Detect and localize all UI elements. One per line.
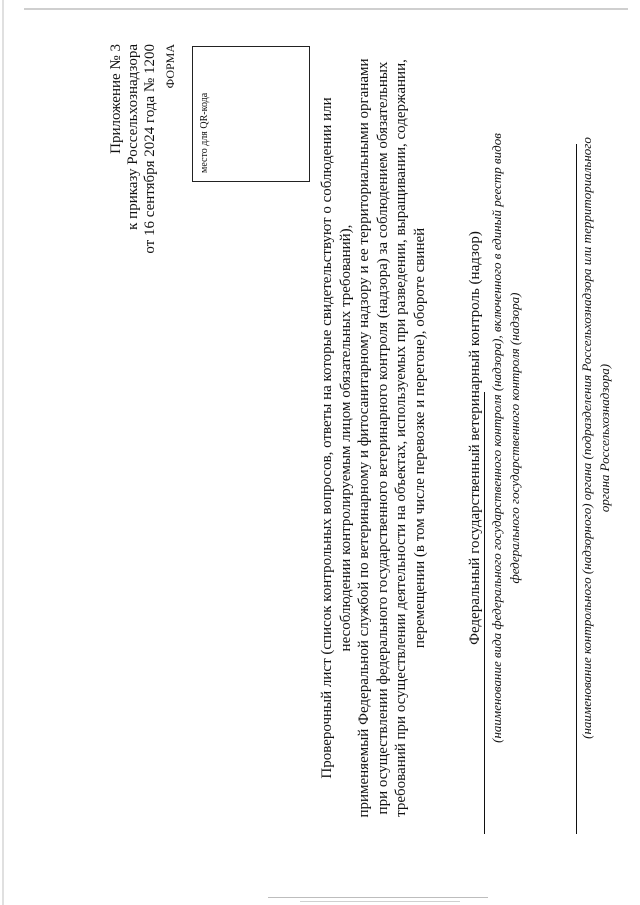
authority-underline bbox=[576, 144, 577, 834]
form-label: ФОРМА bbox=[163, 44, 177, 89]
qr-placeholder-label: место для QR-кода bbox=[199, 92, 210, 173]
control-type-underline bbox=[484, 392, 485, 834]
annex-header bbox=[108, 44, 159, 254]
title-line: применяемый Федеральной службой по ветеринарному и фитосанитарному надзору и ее территориальными органами bbox=[356, 58, 372, 818]
scan-edge-bottom bbox=[268, 897, 488, 898]
caption-line: органа Россельхознадзора) bbox=[597, 363, 612, 513]
annex-order: к приказу Россельхознадзора bbox=[125, 44, 141, 230]
caption-line: (наименование вида федерального государственного контроля (надзора), включенного в единый реестр видов bbox=[489, 133, 504, 743]
caption-line: (наименование контрольного (надзорного) органа (подразделения Россельхознадзора или территориального bbox=[579, 137, 594, 739]
control-type-caption bbox=[488, 38, 524, 838]
annex-number: Приложение № 3 bbox=[108, 44, 124, 154]
caption-line: федерального государственного контроля (надзора) bbox=[507, 292, 522, 584]
qr-code-placeholder bbox=[192, 46, 310, 182]
rotated-form bbox=[20, 20, 620, 884]
title-line: при осуществлении федерального государственного ветеринарного контроля (надзора) за соблюдением обязательных bbox=[374, 61, 391, 815]
title-line: Проверочный лист (список контрольных вопросов, ответы на которые свидетельствуют о соблюдении или bbox=[319, 97, 335, 779]
title-line: несоблюдении контролируемым лицом обязательных требований), bbox=[337, 224, 354, 652]
control-type-value: Федеральный государственный ветеринарный контроль (надзор) bbox=[467, 231, 483, 645]
scan-edge-left bbox=[2, 0, 4, 905]
checklist-title bbox=[318, 38, 429, 838]
title-line: требований при осуществлении деятельности на объектах, используемых при разведении, выращивании, содержании, bbox=[393, 59, 409, 817]
scan-edge-top bbox=[24, 8, 628, 10]
annex-date: от 16 сентября 2024 года № 1200 bbox=[142, 44, 158, 254]
scan-edge-bottom-inner bbox=[300, 901, 460, 902]
title-line: перемещении (в том числе перевозке и перегоне), обороте свиней bbox=[411, 227, 428, 649]
control-type bbox=[466, 38, 484, 838]
authority-caption bbox=[578, 38, 614, 838]
